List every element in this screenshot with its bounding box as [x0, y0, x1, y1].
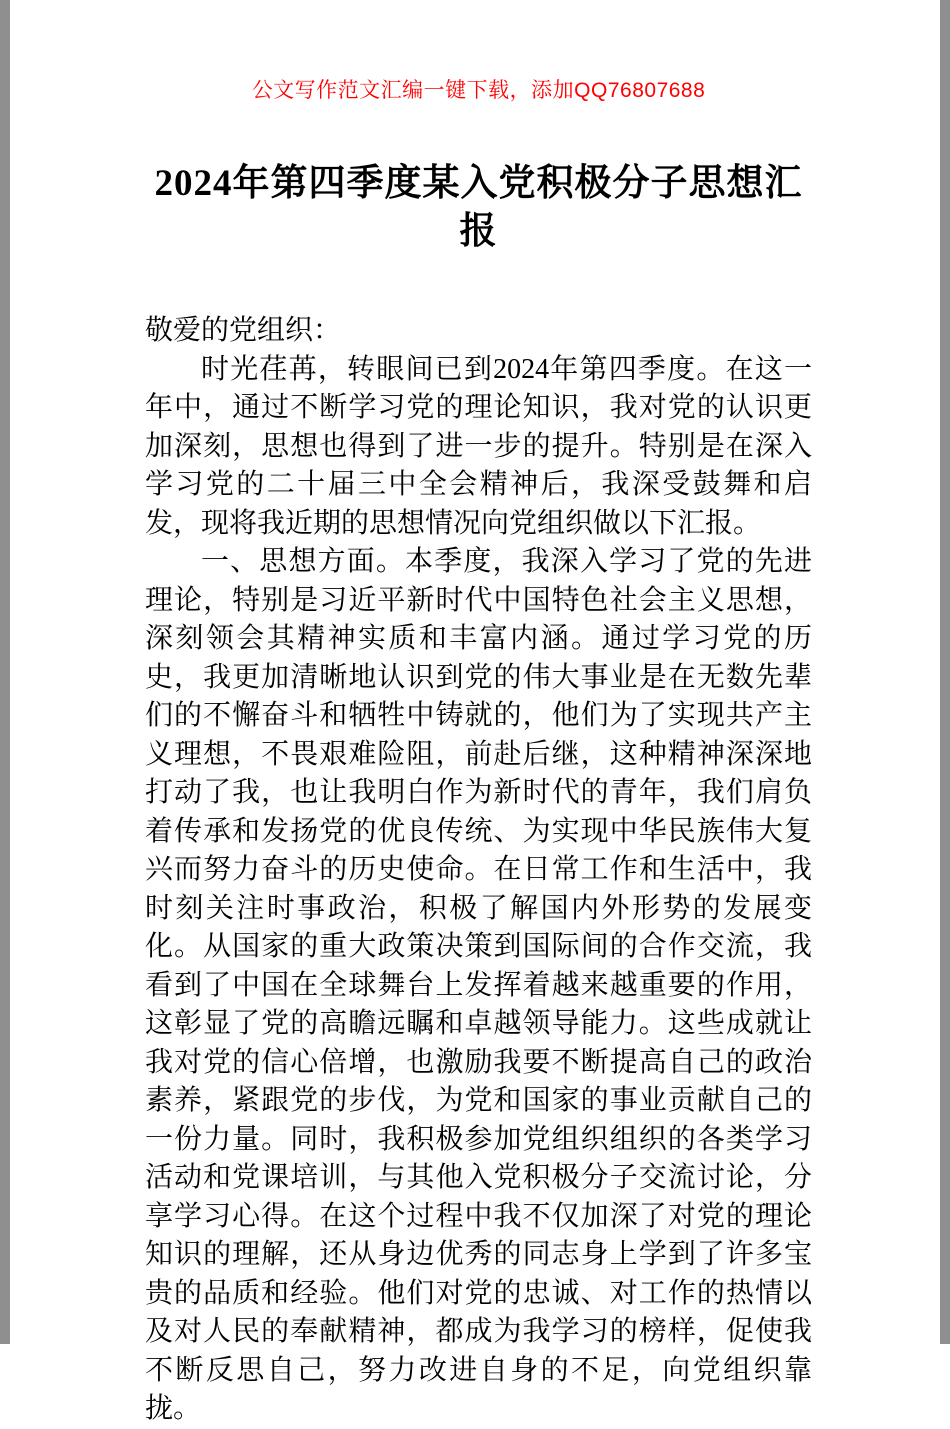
paragraph-intro: 时光荏苒，转眼间已到2024年第四季度。在这一年中，通过不断学习党的理论知识，我对党的认识更加深刻，思想也得到了进一步的提升。特别是在深入学习党的二十届三中全会精神后，我深受鼓舞和启发，现将我近期的思想情况向党组织做以下汇报。: [145, 353, 812, 539]
salutation-line: 敬爱的党组织：: [145, 315, 342, 346]
promo-header-text: 公文写作范文汇编一键下载，添加QQ76807688: [251, 79, 706, 102]
document-title: 2024年第四季度某入党积极分子思想汇报: [154, 163, 803, 252]
viewer-margin-left: [0, 0, 10, 1344]
viewer-margin-right: [940, 0, 950, 1344]
paragraph-thought-section: 一、思想方面。本季度，我深入学习了党的先进理论，特别是习近平新时代中国特色社会主义思想，深刻领会其精神实质和丰富内涵。通过学习党的历史，我更加清晰地认识到党的伟大事业是在无数先辈们的不懈奋斗和牺牲中铸就的，他们为了实现共产主义理想，不畏艰难险阻，前赴后继，这种精神深深地打动了我，也让我明白作为新时代的青年，我们肩负着传承和发扬党的优良传统、为实现中华民族伟大复兴而努力奋斗的历史使命。在日常工作和生活中，我时刻关注时事政治，积极了解国内外形势的发展变化。从国家的重大政策决策到国际间的合作交流，我看到了中国在全球舞台上发挥着越来越重要的作用，这彰显了党的高瞻远瞩和卓越领导能力。这些成就让我对党的信心倍增，也激励我要不断提高自己的政治素养，紧跟党的步伐，为党和国家的事业贡献自己的一份力量。同时，我积极参加党组织组织的各类学习活动和党课培训，与其他入党积极分子交流讨论，分享学习心得。在这个过程中我不仅加深了对党的理论知识的理解，还从身边优秀的同志身上学到了许多宝贵的品质和经验。他们对党的忠诚、对工作的热情以及对人民的奉献精神，都成为我学习的榜样，促使我不断反思自己，努力改进自身的不足，向党组织靠拢。: [145, 546, 812, 1424]
document-body: [145, 312, 812, 1429]
document-page: [10, 0, 940, 1424]
